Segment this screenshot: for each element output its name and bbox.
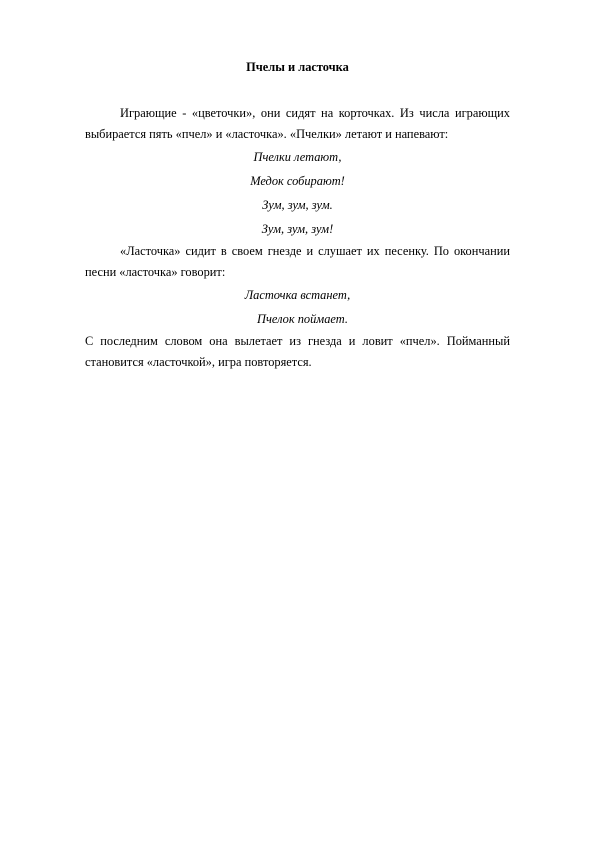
paragraph-intro: Играющие - «цветочки», они сидят на корточках. Из числа играющих выбирается пять «пчел» и «ласточка». «Пчелки» летают и напевают: bbox=[85, 106, 510, 141]
verse-line: Зум, зум, зум. bbox=[262, 198, 333, 212]
document-title: Пчелы и ласточка bbox=[246, 60, 349, 74]
verse-line: Ласточка встанет, bbox=[244, 288, 351, 302]
document-content bbox=[85, 58, 510, 373]
paragraph-swallow: «Ласточка» сидит в своем гнезде и слушает их песенку. По окончании песни «ласточка» говорит: bbox=[85, 244, 510, 279]
verse-line: Пчелки летают, bbox=[253, 150, 342, 164]
paragraph-ending: С последним словом она вылетает из гнезда и ловит «пчел». Пойманный становится «ласточкой», игра повторяется. bbox=[85, 334, 510, 369]
verse-swallow bbox=[85, 283, 510, 331]
verse-bees bbox=[85, 145, 510, 241]
verse-line: Пчелок поймает. bbox=[257, 312, 348, 326]
verse-line: Медок собирают! bbox=[250, 174, 345, 188]
verse-line: Зум, зум, зум! bbox=[261, 222, 334, 236]
